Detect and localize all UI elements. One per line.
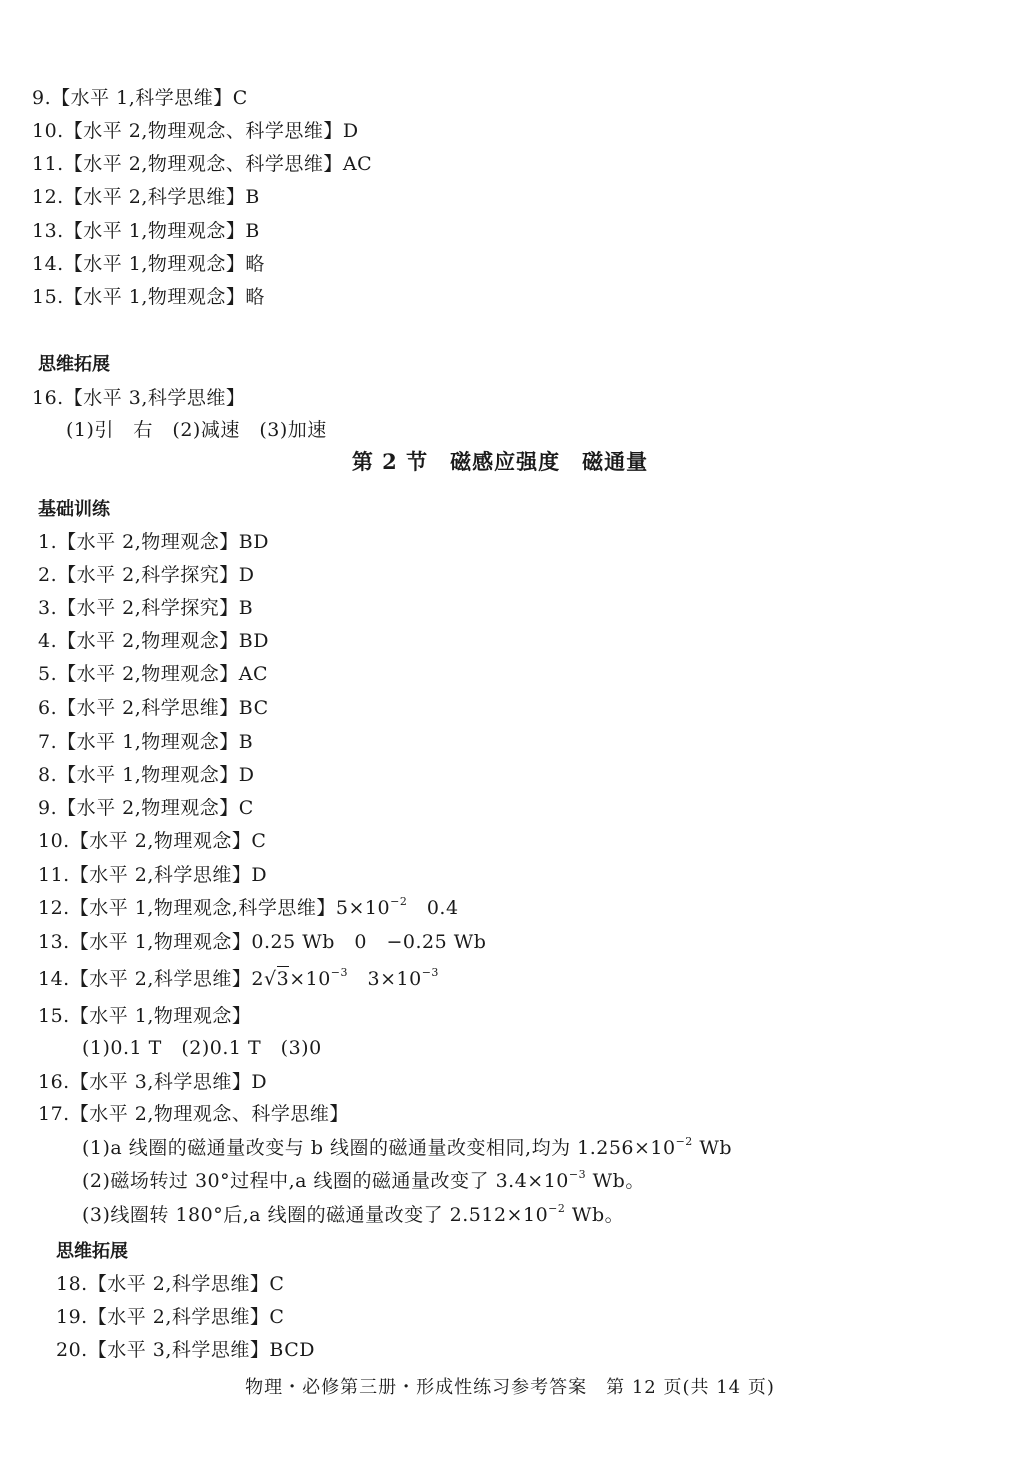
answer-item: 18.【水平 2,科学思维】C [56,1273,285,1295]
answer-item: 9.【水平 1,科学思维】C [32,87,248,109]
answer-item-15: 15.【水平 1,物理观念】 [38,1005,252,1027]
answer-item: 6.【水平 2,科学思维】BC [38,697,269,719]
section-title: 第 2 节 磁感应强度 磁通量 [351,449,649,474]
answer-item: 1.【水平 2,物理观念】BD [38,531,269,553]
answer-detail: (3)线圈转 180°后,a 线圈的磁通量改变了 $2.512\times 10^{-2}$ Wb。 [82,1202,625,1226]
answer-item: 10.【水平 2,物理观念、科学思维】D [32,120,359,142]
section-heading-basic: 基础训练 [38,499,110,520]
answer-item-12: 12.【水平 1,物理观念,科学思维】$5\times 10^{-2}$ 0.4 [38,895,459,919]
answer-detail: (2)磁场转过 30°过程中,a 线圈的磁通量改变了 $3.4\times 10^{-3}$ Wb。 [82,1168,645,1192]
answer-item: 16.【水平 3,科学思维】 [32,387,246,409]
section-heading-extension: 思维拓展 [38,354,110,375]
answer-item-13: 13.【水平 1,物理观念】0.25 Wb 0 −0.25 Wb [38,931,487,953]
section-heading-extension: 思维拓展 [56,1241,128,1262]
answer-item: 5.【水平 2,物理观念】AC [38,663,269,685]
answer-item: 20.【水平 3,科学思维】BCD [56,1339,315,1361]
answer-item: 11.【水平 2,科学思维】D [38,864,268,886]
answer-item: 10.【水平 2,物理观念】C [38,830,267,852]
answer-item: 3.【水平 2,科学探究】B [38,597,254,619]
answer-item: 16.【水平 3,科学思维】D [38,1071,268,1093]
answer-item: 7.【水平 1,物理观念】B [38,731,254,753]
answer-item: 15.【水平 1,物理观念】略 [32,286,265,308]
answer-item-17: 17.【水平 2,物理观念、科学思维】 [38,1103,349,1125]
answer-detail: (1)a 线圈的磁通量改变与 b 线圈的磁通量改变相同,均为 $1.256\times 10^{-2}$ Wb [82,1135,733,1159]
answer-item: 14.【水平 1,物理观念】略 [32,253,265,275]
answer-detail: (1)0.1 T (2)0.1 T (3)0 [82,1037,322,1059]
answer-item: 12.【水平 2,科学思维】B [32,186,260,208]
answer-item: 19.【水平 2,科学思维】C [56,1306,285,1328]
answer-item: 9.【水平 2,物理观念】C [38,797,254,819]
answer-item: 11.【水平 2,物理观念、科学思维】AC [32,153,373,175]
page-footer: 物理・必修第三册・形成性练习参考答案 第 12 页(共 14 页) [245,1377,775,1398]
answer-item: 13.【水平 1,物理观念】B [32,220,260,242]
answer-detail: (1)引 右 (2)减速 (3)加速 [66,419,327,441]
answer-item: 2.【水平 2,科学探究】D [38,564,255,586]
answer-item: 4.【水平 2,物理观念】BD [38,630,269,652]
answer-item-14: 14.【水平 2,科学思维】$2√3\times 10^{-3}$ $3\times 10^{-3}$ [38,966,439,990]
answer-item: 8.【水平 1,物理观念】D [38,764,255,786]
